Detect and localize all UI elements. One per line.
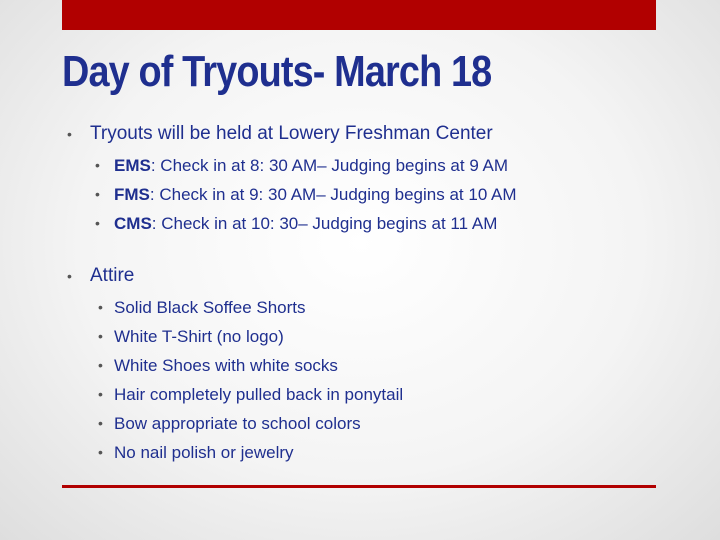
schedule-list: [62, 151, 662, 238]
attire-list: [62, 293, 662, 467]
bullet-location: [62, 121, 662, 147]
bullet-dot-icon: •: [98, 444, 103, 460]
schedule-text: : Check in at 10: 30– Judging begins at 11 AM: [151, 214, 498, 233]
school-label: FMS: [114, 185, 150, 204]
top-accent-bar: [62, 0, 656, 30]
attire-section: [62, 263, 662, 467]
attire-item-text: White T-Shirt (no logo): [114, 327, 284, 346]
attire-item-text: Hair completely pulled back in ponytail: [114, 385, 404, 404]
bullet-attire-text: Attire: [90, 265, 135, 286]
schedule-item-ems: [62, 151, 662, 180]
bullet-dot-icon: •: [98, 328, 103, 344]
bullet-dot-icon: •: [67, 268, 72, 284]
bullet-dot-icon: •: [95, 215, 100, 231]
attire-item-text: Solid Black Soffee Shorts: [114, 298, 306, 317]
attire-item-text: Bow appropriate to school colors: [114, 414, 361, 433]
attire-item-text: No nail polish or jewelry: [114, 443, 294, 462]
location-section: [62, 121, 662, 238]
attire-item: [62, 293, 662, 322]
bullet-dot-icon: •: [98, 299, 103, 315]
school-label: CMS: [114, 214, 152, 233]
schedule-text: : Check in at 8: 30 AM– Judging begins at 9 AM: [150, 156, 509, 175]
school-label: EMS: [114, 156, 151, 175]
schedule-text: : Check in at 9: 30 AM– Judging begins at 10 AM: [149, 185, 517, 204]
attire-item: [62, 322, 662, 351]
attire-item: [62, 438, 662, 467]
bullet-dot-icon: •: [67, 126, 72, 142]
attire-item: [62, 380, 662, 409]
bullet-dot-icon: •: [98, 415, 103, 431]
attire-item: [62, 409, 662, 438]
bullet-dot-icon: •: [95, 186, 100, 202]
bottom-divider: [62, 485, 656, 488]
bullet-attire: [62, 263, 662, 289]
bullet-dot-icon: •: [95, 157, 100, 173]
bullet-dot-icon: •: [98, 357, 103, 373]
attire-item-text: White Shoes with white socks: [114, 356, 338, 375]
schedule-item-cms: [62, 209, 662, 238]
slide-title: Day of Tryouts- March 18: [62, 47, 492, 96]
bullet-dot-icon: •: [98, 386, 103, 402]
bullet-location-text: Tryouts will be held at Lowery Freshman Center: [90, 123, 493, 144]
schedule-item-fms: [62, 180, 662, 209]
attire-item: [62, 351, 662, 380]
